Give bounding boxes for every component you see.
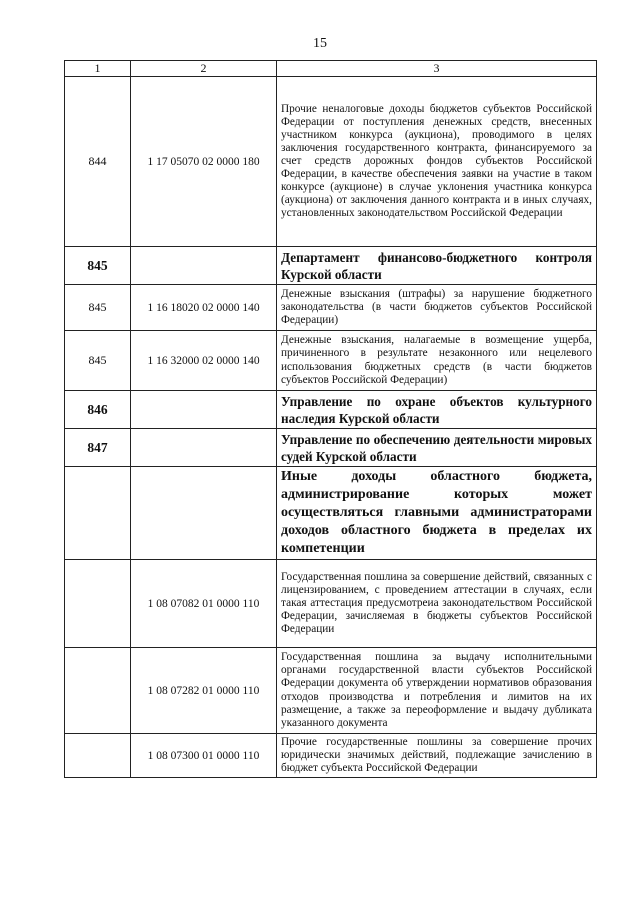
description-cell: Прочие неналоговые доходы бюджетов субъектов Российской Федерации от поступления денежных средств, внесенных участником конкурса (аукциона), проводимого в целях заключения государственного контракта, финансируемого за счет средств дорожных фондов субъектов Российской Федерации, в качестве обеспечения заявки на участие в таком конкурсе (аукционе) в случае уклонения участника конкурса (аукциона) от заключения данного контракта и в иных случаях, установленных законодательством Российской Федерации [277,77,597,247]
admin-code-cell [65,648,131,734]
header-col-1: 1 [65,61,131,77]
revenue-code-cell: 1 08 07082 01 0000 110 [131,560,277,648]
header-col-3: 3 [277,61,597,77]
table-row [65,648,597,734]
department-heading: Департамент финансово-бюджетного контроля Курской области [277,247,597,285]
table-row [65,734,597,778]
table-row [65,467,597,560]
revenue-code-cell: 1 08 07300 01 0000 110 [131,734,277,778]
department-heading: Управление по обеспечению деятельности мировых судей Курской области [277,429,597,467]
table-row [65,560,597,648]
revenue-code-cell [131,467,277,560]
description-cell: Денежные взыскания, налагаемые в возмещение ущерба, причиненного в результате незаконного или нецелевого использования бюджетных средств (в части бюджетов субъектов Российской Федерации) [277,331,597,391]
revenue-code-cell: 1 08 07282 01 0000 110 [131,648,277,734]
revenue-code-cell [131,247,277,285]
revenue-table [64,60,597,778]
department-heading: Управление по охране объектов культурного наследия Курской области [277,391,597,429]
header-col-2: 2 [131,61,277,77]
admin-code-cell: 846 [65,391,131,429]
description-cell: Государственная пошлина за совершение действий, связанных с лицензированием, с проведением аттестации в случаях, если такая аттестация предусмотреиа законодательством Российской Федерации, зачисляемая в бюджеты субъектов Российской Федерации [277,560,597,648]
admin-code-cell: 845 [65,247,131,285]
table-header-row [65,61,597,77]
admin-code-cell [65,467,131,560]
page-number: 15 [313,36,327,51]
revenue-code-cell [131,391,277,429]
revenue-code-cell: 1 17 05070 02 0000 180 [131,77,277,247]
table-row [65,247,597,285]
admin-code-cell [65,560,131,648]
description-cell: Денежные взыскания (штрафы) за нарушение бюджетного законодательства (в части бюджетов субъектов Российской Федерации) [277,285,597,331]
admin-code-cell: 845 [65,285,131,331]
section-heading: Иные доходы областного бюджета, администрирование которых может осуществляться главными администраторами доходов областного бюджета в пределах их компетенции [277,467,597,560]
table-row [65,429,597,467]
revenue-code-cell [131,429,277,467]
table-row [65,391,597,429]
description-cell: Прочие государственные пошлины за совершение прочих юридически значимых действий, подлежащие зачислению в бюджет субъекта Российской Федерации [277,734,597,778]
admin-code-cell: 844 [65,77,131,247]
revenue-code-cell: 1 16 18020 02 0000 140 [131,285,277,331]
admin-code-cell: 845 [65,331,131,391]
description-cell: Государственная пошлина за выдачу исполнительными органами государственной власти субъектов Российской Федерации документа об утверждении нормативов образования отходов производства и потребления и лимитов на их размещение, а также за переоформление и выдачу дубликата указанного документа [277,648,597,734]
table-row [65,331,597,391]
table-row [65,77,597,247]
admin-code-cell: 847 [65,429,131,467]
admin-code-cell [65,734,131,778]
table-row [65,285,597,331]
revenue-code-cell: 1 16 32000 02 0000 140 [131,331,277,391]
